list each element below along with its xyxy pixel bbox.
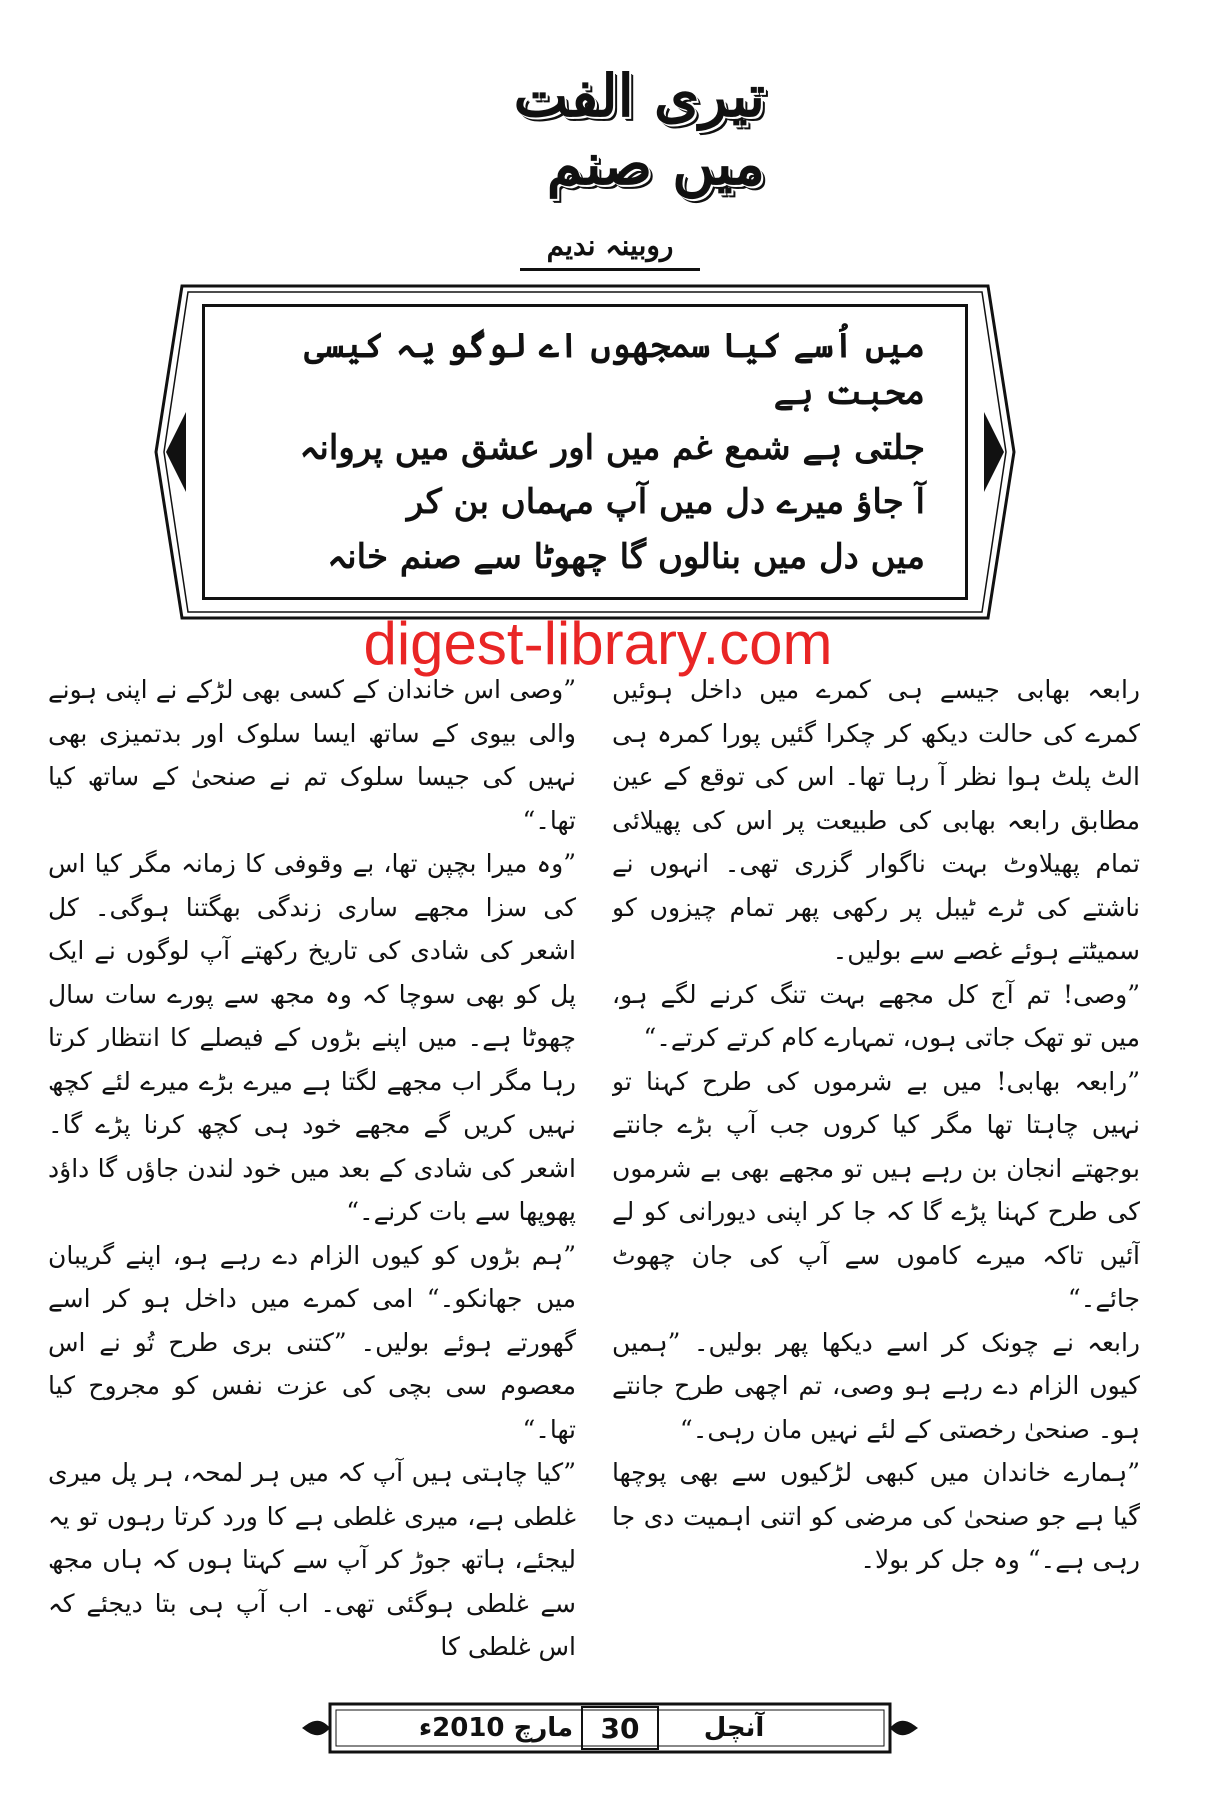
footer-right-ornament-icon — [890, 1721, 918, 1735]
page-number: 30 — [581, 1706, 659, 1750]
story-title-logo — [415, 62, 765, 198]
paragraph: ”ہم بڑوں کو کیوں الزام دے رہے ہو، اپنے گریبان میں جھانکو۔“ امی کمرے میں داخل ہو کر اسے گھورتے ہوئے بولیں۔ ”کتنی بری طرح تُو نے اس معصوم سی بچی کی عزت نفس کو مجروح کیا تھا۔“ — [48, 1240, 576, 1444]
footer-content — [342, 1708, 878, 1748]
issue-date: مارچ 2010ء — [418, 1713, 574, 1743]
paragraph: ”رابعہ بھابی! میں بے شرموں کی طرح کہنا تو نہیں چاہتا تھا مگر کیا کروں جب آپ بڑے جانتے بوجھتے انجان بن رہے ہیں تو مجھے بھی بے شرموں کی طرح کہنا پڑے گا کہ جا کر اپنی دیورانی کو لے آئیں تاکہ میرے کاموں سے آپ کی جان چھوٹ جائے۔“ — [612, 1066, 1140, 1313]
left-ornament-icon — [166, 412, 186, 492]
paragraph: ”کیا چاہتی ہیں آپ کہ میں ہر لمحہ، ہر پل میری غلطی ہے، میری غلطی ہے کا ورد کرتا رہوں تو یہ لیجئے، ہاتھ جوڑ کر آپ سے کہتا ہوں کہ ہاں مجھ سے غلطی ہوگئی تھی۔ اب آپ ہی بتا دیجئے کہ اس غلطی کا — [48, 1458, 576, 1661]
text-column-right — [612, 668, 1140, 1668]
paragraph: ”وصی! تم آج کل مجھے بہت تنگ کرنے لگے ہو، میں تو تھک جاتی ہوں، تمہارے کام کرتے کرتے۔“ — [612, 979, 1140, 1052]
magazine-name: آنچل — [703, 1713, 765, 1743]
right-ornament-icon — [984, 412, 1004, 492]
watermark: digest-library.com — [363, 609, 833, 677]
paragraph: ”ہمارے خاندان میں کبھی لڑکیوں سے بھی پوچھا گیا ہے جو صنحیٰ کی مرضی کو اتنی اہمیت دی جا رہی ہے۔“ وہ جل کر بولا۔ — [612, 1458, 1140, 1574]
paragraph: ”وصی اس خاندان کے کسی بھی لڑکے نے اپنی ہونے والی بیوی کے ساتھ ایسا سلوک اور بدتمیزی بھی نہیں کی جیسا سلوک تم نے صنحیٰ کے ساتھ کیا تھا۔“ — [48, 675, 576, 835]
paragraph: رابعہ نے چونک کر اسے دیکھا پھر بولیں۔ ”ہمیں کیوں الزام دے رہے ہو وصی، تم اچھی طرح جانتے ہو۔ صنحیٰ رخصتی کے لئے نہیں مان رہی۔“ — [612, 1327, 1140, 1444]
poem-frame — [152, 282, 1018, 622]
poem-box — [202, 304, 968, 600]
author-name: روبینہ ندیم — [520, 222, 700, 271]
poem-line: میں اُسے کیا سمجھوں اے لوگو یہ کیسی محبت ہے — [304, 325, 925, 414]
poem-line: میں دل میں بنالوں گا چھوٹا سے صنم خانہ — [327, 536, 925, 577]
text-column-left — [48, 668, 576, 1668]
paragraph: ”وہ میرا بچپن تھا، بے وقوفی کا زمانہ مگر کیا اس کی سزا مجھے ساری زندگی بھگتنا ہوگی۔ کل اشعر کی شادی کی تاریخ رکھتے آپ لوگوں نے ایک پل کو بھی سوچا کہ وہ مجھ سے پورے سات سال چھوٹا ہے۔ میں اپنے بڑوں کے فیصلے کا انتظار کرتا رہا مگر اب مجھے لگتا ہے میرے بڑے میرے لئے کچھ نہیں کریں گے مجھے خود ہی کچھ کرنا پڑے گا۔ اشعر کی شادی کے بعد میں خود لندن جاؤں گا داؤد پھوپھا سے بات کرنے۔“ — [48, 849, 576, 1226]
page-footer — [300, 1700, 920, 1756]
poem-line: جلتی ہے شمع غم میں اور عشق میں پروانہ — [299, 427, 925, 468]
story-title: تیری الفت میں صنم — [513, 62, 765, 198]
paragraph: رابعہ بھابی جیسے ہی کمرے میں داخل ہوئیں کمرے کی حالت دیکھ کر چکرا گئیں پورا کمرہ ہی الٹ پلٹ ہوا نظر آ رہا تھا۔ اس کی توقع کے عین مطابق رابعہ بھابی کی طبیعت پر اس کی پھیلائی تمام پھیلاوٹ بہت ناگوار گزری تھی۔ انہوں نے ناشتے کی ٹرے ٹیبل پر رکھی پھر تمام چیزوں کو سمیٹتے ہوئے غصے سے بولیں۔ — [612, 675, 1140, 965]
footer-left-ornament-icon — [302, 1721, 330, 1735]
poem-line: آ جاؤ میرے دل میں آپ مہماں بن کر — [406, 482, 925, 523]
